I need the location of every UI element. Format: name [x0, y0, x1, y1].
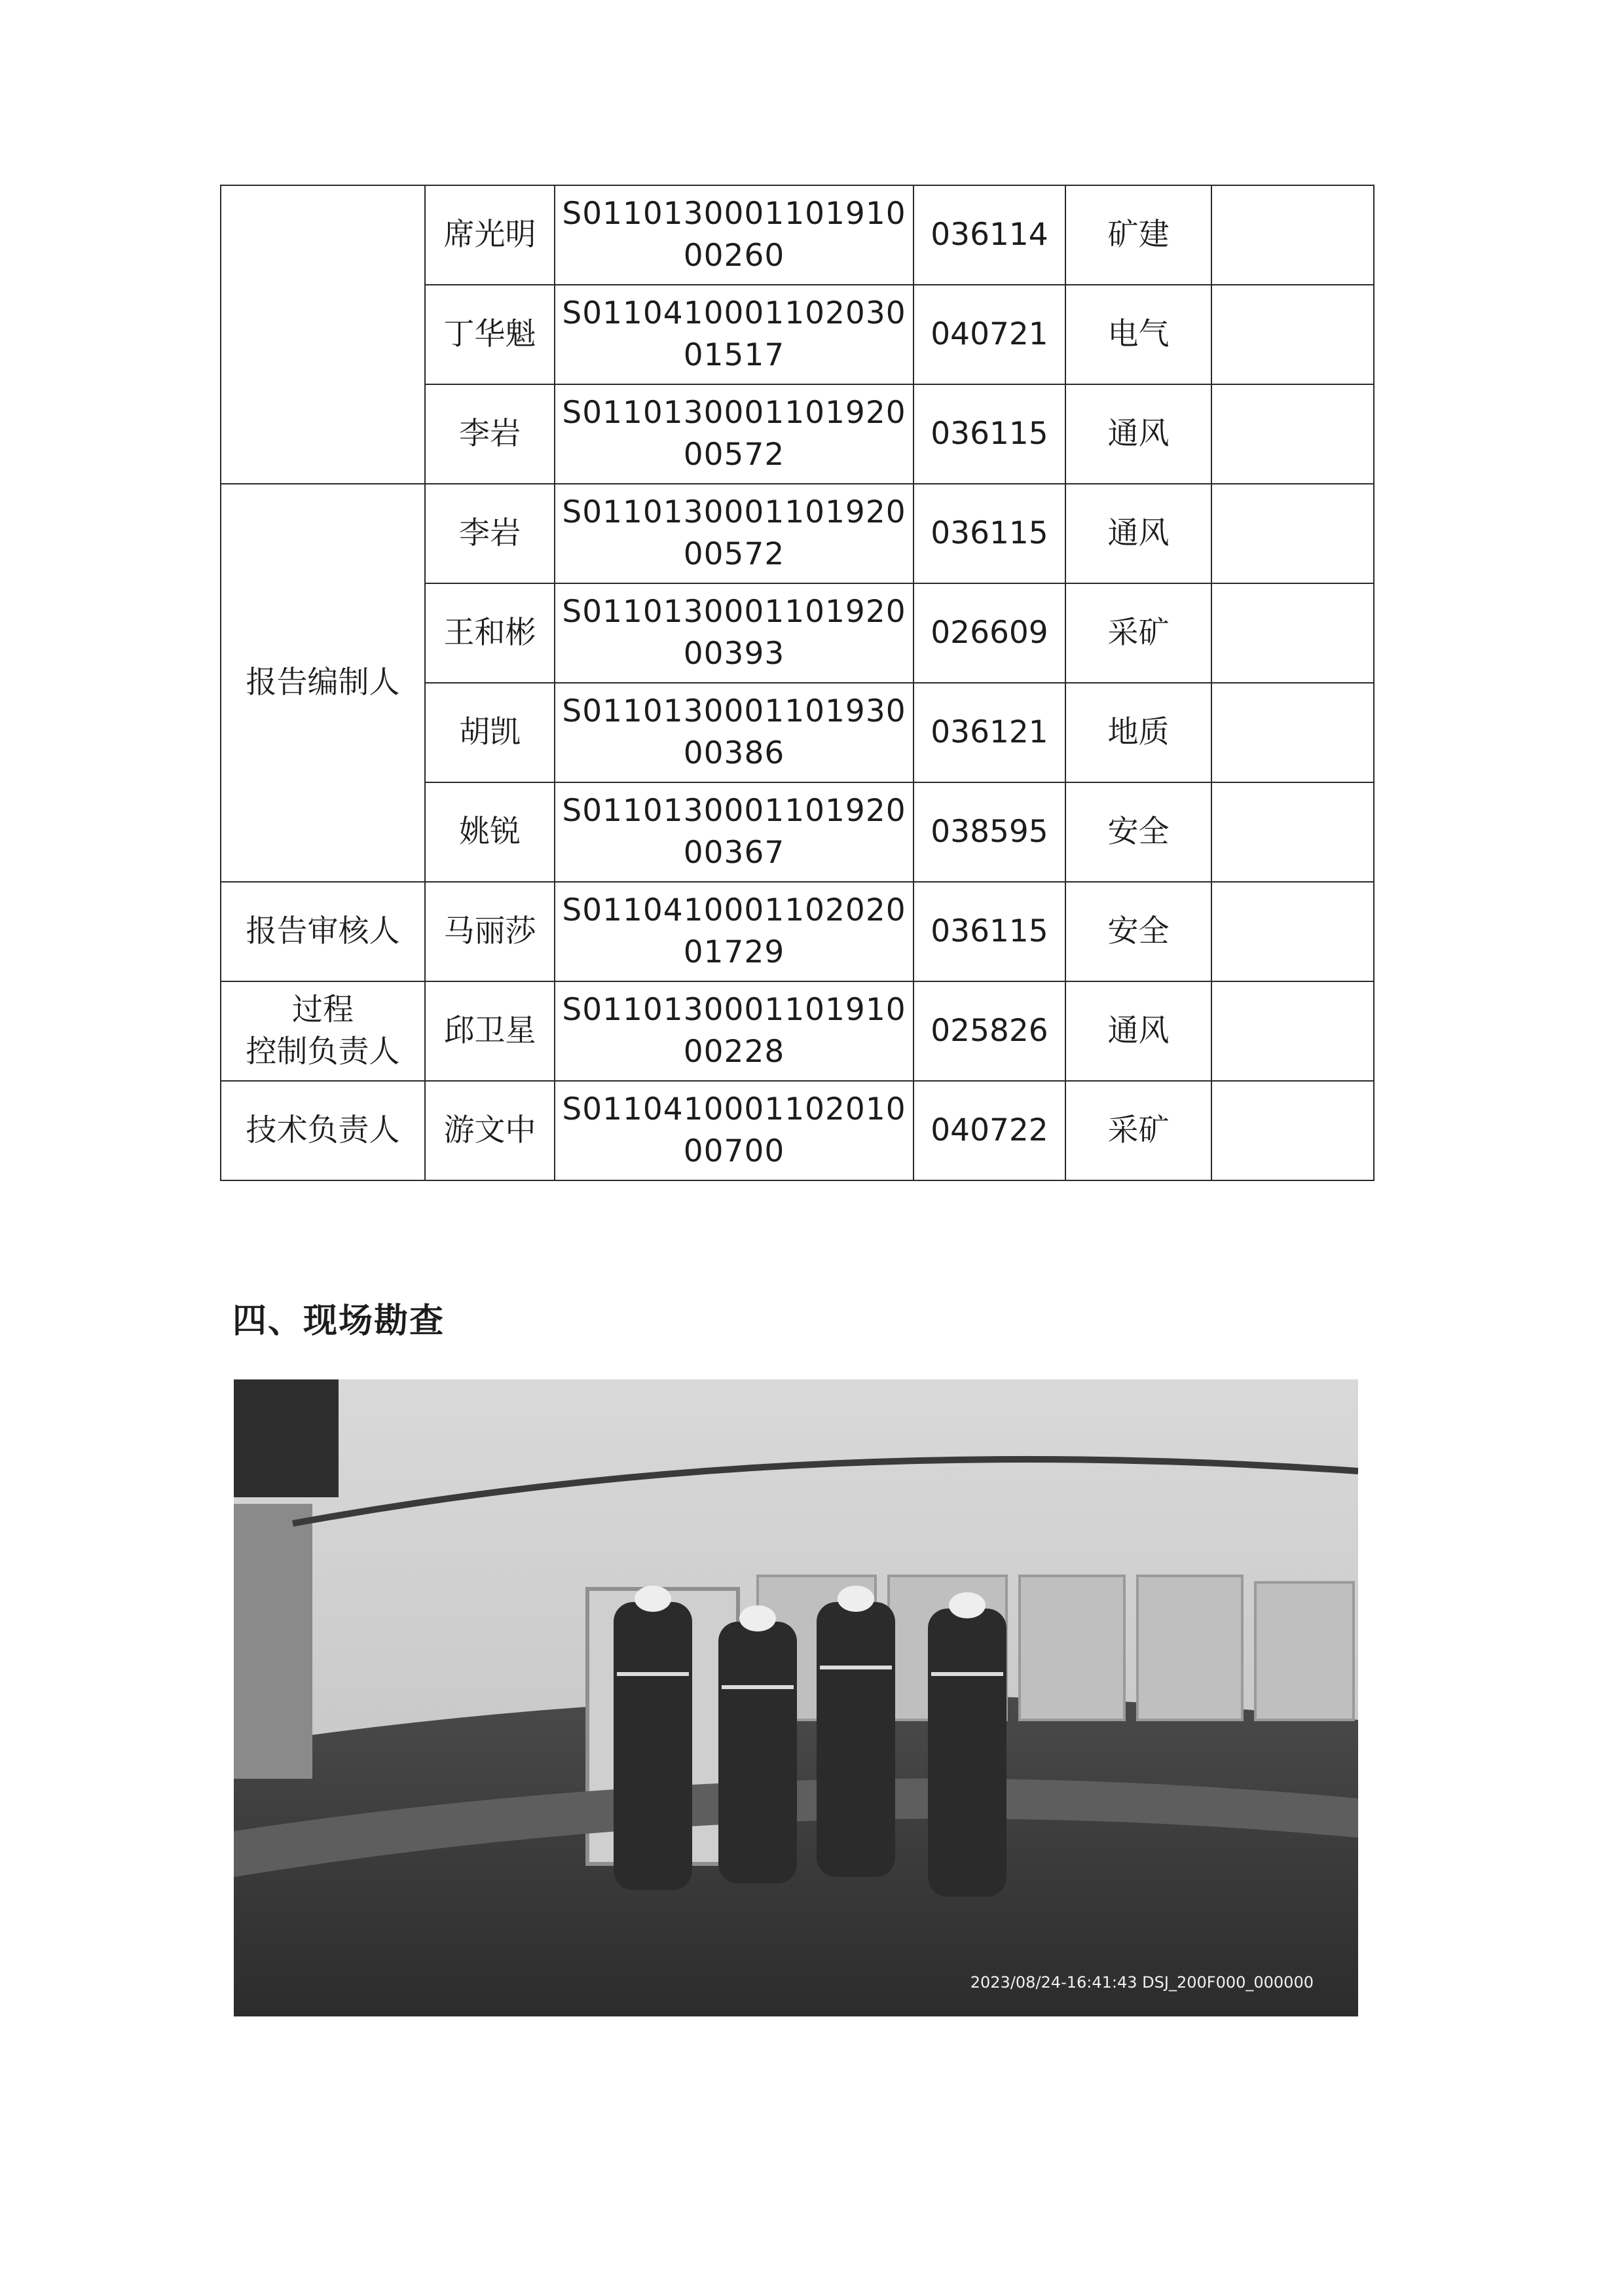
role-compiler: 报告编制人	[221, 484, 425, 882]
name-cell: 胡凯	[425, 683, 555, 782]
sign-cell	[1211, 185, 1374, 285]
code-cell: 036115	[913, 484, 1065, 583]
sign-cell	[1211, 981, 1374, 1081]
table-row	[221, 882, 1374, 981]
cert-cell: S011013000110192000572	[555, 484, 913, 583]
code-cell: 036114	[913, 185, 1065, 285]
name-cell: 王和彬	[425, 583, 555, 683]
cert-cell: S011013000110192000572	[555, 384, 913, 484]
window	[234, 1504, 312, 1779]
table-row	[221, 484, 1374, 583]
cert-cell: S011013000110191000228	[555, 981, 913, 1081]
name-cell: 马丽莎	[425, 882, 555, 981]
personnel-table	[220, 185, 1375, 1181]
table-row	[221, 1081, 1374, 1180]
sign-cell	[1211, 882, 1374, 981]
cert-cell: S011013000110193000386	[555, 683, 913, 782]
sign-cell	[1211, 1081, 1374, 1180]
table-row	[221, 185, 1374, 285]
cert-cell: S011041000110201000700	[555, 1081, 913, 1180]
notice-board	[1255, 1582, 1354, 1720]
table-row	[221, 981, 1374, 1081]
code-cell: 038595	[913, 782, 1065, 882]
section-heading: 四、现场勘查	[232, 1302, 445, 1341]
name-cell: 李岩	[425, 384, 555, 484]
code-cell: 040722	[913, 1081, 1065, 1180]
major-cell: 安全	[1065, 882, 1211, 981]
role-tech: 技术负责人	[221, 1081, 425, 1180]
major-cell: 矿建	[1065, 185, 1211, 285]
role-process-line1: 过程	[292, 992, 354, 1028]
code-cell: 036115	[913, 882, 1065, 981]
major-cell: 通风	[1065, 484, 1211, 583]
code-cell: 040721	[913, 285, 1065, 384]
sign-cell	[1211, 384, 1374, 484]
name-cell: 邱卫星	[425, 981, 555, 1081]
photo-timestamp: 2023/08/24-16:41:43 DSJ_200F000_000000	[970, 1973, 1314, 1992]
sign-cell	[1211, 782, 1374, 882]
role-cell-blank	[221, 185, 425, 484]
cert-cell: S011041000110202001729	[555, 882, 913, 981]
role-process-line2: 控制负责人	[246, 1034, 400, 1070]
photo-scene	[234, 1379, 1358, 2016]
name-cell: 席光明	[425, 185, 555, 285]
major-cell: 采矿	[1065, 583, 1211, 683]
sign-cell	[1211, 484, 1374, 583]
major-cell: 采矿	[1065, 1081, 1211, 1180]
name-cell: 姚锐	[425, 782, 555, 882]
display-board	[234, 1379, 339, 1497]
code-cell: 036115	[913, 384, 1065, 484]
name-cell: 丁华魁	[425, 285, 555, 384]
sign-cell	[1211, 285, 1374, 384]
cert-cell: S011013000110192000367	[555, 782, 913, 882]
code-cell: 036121	[913, 683, 1065, 782]
major-cell: 通风	[1065, 384, 1211, 484]
sign-cell	[1211, 583, 1374, 683]
major-cell: 地质	[1065, 683, 1211, 782]
name-cell: 游文中	[425, 1081, 555, 1180]
notice-board	[1137, 1576, 1242, 1720]
cert-cell: S011013000110192000393	[555, 583, 913, 683]
role-process-control	[221, 981, 425, 1081]
role-reviewer: 报告审核人	[221, 882, 425, 981]
sign-cell	[1211, 683, 1374, 782]
major-cell: 电气	[1065, 285, 1211, 384]
code-cell: 025826	[913, 981, 1065, 1081]
major-cell: 安全	[1065, 782, 1211, 882]
name-cell: 李岩	[425, 484, 555, 583]
code-cell: 026609	[913, 583, 1065, 683]
cert-cell: S011013000110191000260	[555, 185, 913, 285]
cert-cell: S011041000110203001517	[555, 285, 913, 384]
site-survey-photo	[234, 1379, 1358, 2016]
major-cell: 通风	[1065, 981, 1211, 1081]
notice-board	[1020, 1576, 1124, 1720]
